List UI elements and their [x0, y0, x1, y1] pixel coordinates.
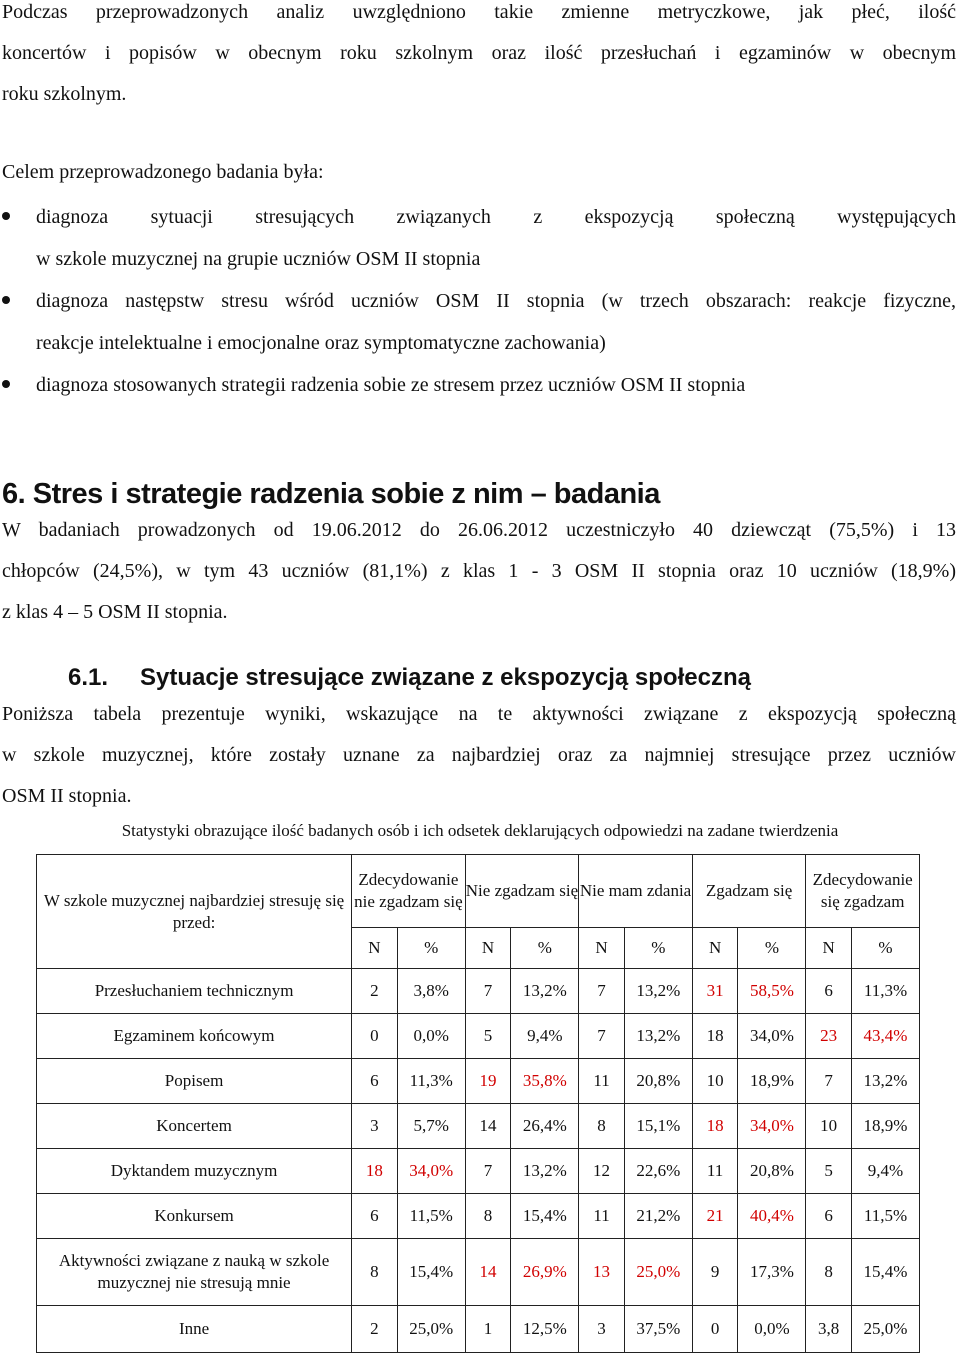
percent-cell: 20,8% [738, 1149, 806, 1194]
count-cell: 10 [692, 1059, 738, 1104]
row-label: Egzaminem końcowym [37, 1014, 352, 1059]
count-cell: 21 [692, 1194, 738, 1239]
percent-cell: 3,8% [397, 969, 465, 1014]
subsection-number: 6.1. [68, 664, 109, 691]
percent-cell: 58,5% [738, 969, 806, 1014]
text-line: w szkole muzycznej na grupie uczniów OSM II stopnia [36, 248, 481, 270]
percent-cell: 25,0% [852, 1306, 920, 1353]
count-cell: 6 [352, 1059, 398, 1104]
percent-cell: 18,9% [852, 1104, 920, 1149]
count-cell: 2 [352, 1306, 398, 1353]
text-line: diagnoza sytuacji stresujących związanych z ekspozycją społeczną występujących [36, 206, 956, 228]
row-label: Koncertem [37, 1104, 352, 1149]
percent-cell: 37,5% [624, 1306, 692, 1353]
n-header: N [352, 928, 398, 969]
percent-cell: 25,0% [397, 1306, 465, 1353]
text-line: diagnoza następstw stresu wśród uczniów OSM II stopnia (w trzech obszarach: reakcje fizyczne, [36, 290, 956, 312]
percent-cell: 5,7% [397, 1104, 465, 1149]
percent-cell: 9,4% [852, 1149, 920, 1194]
percent-header: % [852, 928, 920, 969]
percent-cell: 26,9% [511, 1239, 579, 1306]
count-cell: 9 [692, 1239, 738, 1306]
percent-cell: 13,2% [511, 1149, 579, 1194]
goals-list [0, 196, 956, 406]
text-line: roku szkolnym. [2, 83, 127, 105]
count-cell: 8 [465, 1194, 511, 1239]
count-cell: 10 [806, 1104, 852, 1149]
count-cell: 7 [579, 969, 625, 1014]
percent-cell: 17,3% [738, 1239, 806, 1306]
count-cell: 0 [352, 1014, 398, 1059]
count-cell: 7 [465, 1149, 511, 1194]
count-cell: 8 [579, 1104, 625, 1149]
text-line: chłopców (24,5%), w tym 43 uczniów (81,1%) z klas 1 - 3 OSM II stopnia oraz 10 uczniów (18,9%) [2, 560, 956, 582]
percent-cell: 13,2% [511, 969, 579, 1014]
corner-header: W szkole muzycznej najbardziej stresuję się przed: [37, 855, 352, 969]
percent-cell: 12,5% [511, 1306, 579, 1353]
table-body [37, 969, 920, 1353]
percent-cell: 34,0% [738, 1014, 806, 1059]
table-row [37, 969, 920, 1014]
count-cell: 7 [465, 969, 511, 1014]
bullet-icon [2, 296, 10, 304]
row-label: Aktywności związane z nauką w szkole muzycznej nie stresują mnie [37, 1239, 352, 1306]
table-row [37, 1059, 920, 1104]
percent-cell: 0,0% [397, 1014, 465, 1059]
count-cell: 11 [579, 1059, 625, 1104]
percent-cell: 35,8% [511, 1059, 579, 1104]
count-cell: 18 [692, 1014, 738, 1059]
percent-cell: 15,1% [624, 1104, 692, 1149]
count-cell: 6 [352, 1194, 398, 1239]
percent-cell: 15,4% [852, 1239, 920, 1306]
bullet-icon [2, 380, 10, 388]
count-cell: 3 [352, 1104, 398, 1149]
percent-cell: 11,5% [852, 1194, 920, 1239]
percent-cell: 40,4% [738, 1194, 806, 1239]
percent-cell: 13,2% [624, 1014, 692, 1059]
list-item [0, 280, 956, 364]
row-label: Popisem [37, 1059, 352, 1104]
count-cell: 6 [806, 1194, 852, 1239]
row-label: Konkursem [37, 1194, 352, 1239]
table-header-row [37, 855, 920, 928]
text-line: OSM II stopnia. [2, 785, 132, 807]
count-cell: 0 [692, 1306, 738, 1353]
count-cell: 7 [579, 1014, 625, 1059]
percent-cell: 18,9% [738, 1059, 806, 1104]
table-caption: Statystyki obrazujące ilość badanych osób i ich odsetek deklarujących odpowiedzi na zadane twierdzenia [121, 821, 839, 840]
percent-cell: 34,0% [397, 1149, 465, 1194]
n-header: N [806, 928, 852, 969]
table-row [37, 1194, 920, 1239]
count-cell: 19 [465, 1059, 511, 1104]
text-line: koncertów i popisów w obecnym roku szkolnym oraz ilość przesłuchań i egzaminów w obecnym [2, 42, 956, 64]
percent-cell: 13,2% [624, 969, 692, 1014]
count-cell: 11 [579, 1194, 625, 1239]
text-line: Celem przeprowadzonego badania była: [2, 161, 324, 183]
count-cell: 18 [352, 1149, 398, 1194]
stats-table [36, 854, 920, 1353]
count-cell: 31 [692, 969, 738, 1014]
list-item [0, 364, 956, 406]
table-row [37, 1149, 920, 1194]
column-header: Zdecydowanie się zgadzam [806, 855, 920, 928]
count-cell: 3,8 [806, 1306, 852, 1353]
text-line: diagnoza stosowanych strategii radzenia sobie ze stresem przez uczniów OSM II stopnia [36, 374, 746, 396]
count-cell: 6 [806, 969, 852, 1014]
count-cell: 2 [352, 969, 398, 1014]
count-cell: 1 [465, 1306, 511, 1353]
percent-cell: 11,5% [397, 1194, 465, 1239]
percent-header: % [511, 928, 579, 969]
text-line: w szkole muzycznej, które zostały uznane za najbardziej oraz za najmniej stresujące przez uczniów [2, 744, 956, 766]
count-cell: 14 [465, 1239, 511, 1306]
table-row [37, 1104, 920, 1149]
text-line: reakcje intelektualne i emocjonalne oraz symptomatyczne zachowania) [36, 332, 606, 354]
subsection-title: Sytuacje stresujące związane z ekspozycją społeczną [140, 664, 751, 691]
n-header: N [579, 928, 625, 969]
percent-cell: 13,2% [852, 1059, 920, 1104]
percent-cell: 43,4% [852, 1014, 920, 1059]
text-line: Podczas przeprowadzonych analiz uwzględniono takie zmienne metryczkowe, jak płeć, ilość [2, 1, 956, 23]
count-cell: 8 [806, 1239, 852, 1306]
percent-cell: 0,0% [738, 1306, 806, 1353]
bullet-icon [2, 212, 10, 220]
percent-header: % [624, 928, 692, 969]
intro-paragraph [2, 0, 956, 115]
row-label: Inne [37, 1306, 352, 1353]
count-cell: 8 [352, 1239, 398, 1306]
table-row [37, 1239, 920, 1306]
percent-cell: 9,4% [511, 1014, 579, 1059]
count-cell: 3 [579, 1306, 625, 1353]
percent-cell: 21,2% [624, 1194, 692, 1239]
goal-intro [2, 152, 956, 193]
count-cell: 13 [579, 1239, 625, 1306]
count-cell: 7 [806, 1059, 852, 1104]
text-line: z klas 4 – 5 OSM II stopnia. [2, 601, 228, 623]
percent-header: % [397, 928, 465, 969]
subsection-paragraph [2, 694, 956, 817]
n-header: N [692, 928, 738, 969]
subsection-heading [68, 660, 751, 696]
count-cell: 12 [579, 1149, 625, 1194]
count-cell: 11 [692, 1149, 738, 1194]
count-cell: 5 [806, 1149, 852, 1194]
count-cell: 5 [465, 1014, 511, 1059]
n-header: N [465, 928, 511, 969]
column-header: Zdecydowanie nie zgadzam się [352, 855, 466, 928]
text-line: W badaniach prowadzonych od 19.06.2012 do 26.06.2012 uczestniczyło 40 dziewcząt (75,5%) i 13 [2, 519, 956, 541]
percent-cell: 26,4% [511, 1104, 579, 1149]
section-paragraph [2, 510, 956, 633]
column-header: Zgadzam się [692, 855, 806, 928]
percent-cell: 34,0% [738, 1104, 806, 1149]
section-heading: 6. Stres i strategie radzenia sobie z nim – badania [2, 478, 660, 510]
percent-cell: 11,3% [397, 1059, 465, 1104]
list-item [0, 196, 956, 280]
count-cell: 14 [465, 1104, 511, 1149]
table-row [37, 1014, 920, 1059]
percent-header: % [738, 928, 806, 969]
percent-cell: 11,3% [852, 969, 920, 1014]
table-row [37, 1306, 920, 1353]
percent-cell: 25,0% [624, 1239, 692, 1306]
percent-cell: 15,4% [511, 1194, 579, 1239]
percent-cell: 20,8% [624, 1059, 692, 1104]
percent-cell: 22,6% [624, 1149, 692, 1194]
count-cell: 23 [806, 1014, 852, 1059]
count-cell: 18 [692, 1104, 738, 1149]
text-line: Poniższa tabela prezentuje wyniki, wskazujące na te aktywności związane z ekspozycją społeczną [2, 703, 956, 725]
column-header: Nie zgadzam się [465, 855, 579, 928]
row-label: Przesłuchaniem technicznym [37, 969, 352, 1014]
percent-cell: 15,4% [397, 1239, 465, 1306]
row-label: Dyktandem muzycznym [37, 1149, 352, 1194]
column-header: Nie mam zdania [579, 855, 693, 928]
